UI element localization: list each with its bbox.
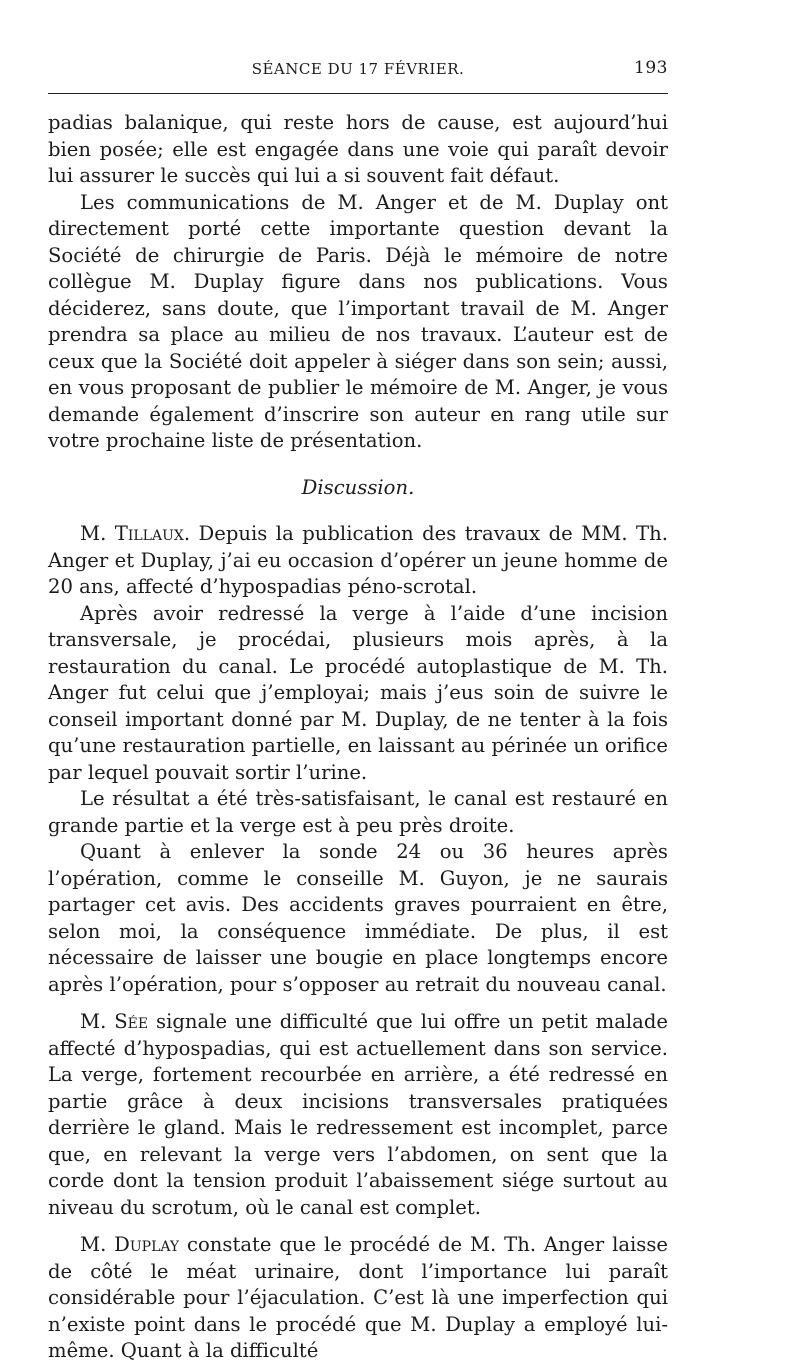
header-rule — [48, 93, 668, 94]
paragraph: Le résultat a été très-satisfaisant, le canal est restauré en grande partie et la verge est à peu près droite. — [48, 787, 668, 837]
page-body — [48, 110, 668, 1365]
running-title: SÉANCE DU 17 FÉVRIER. — [251, 60, 465, 78]
paragraph-continued: padias balanique, qui reste hors de cause, est aujourd’hui bien posée; elle est engagée dans une voie qui paraît devoir lui assurer le succès qui lui a si souvent fait défaut. — [48, 111, 668, 187]
paragraph: Les communications de M. Anger et de M. Duplay ont directement porté cette importante question devant la Société de chirurgie de Paris. Déjà le mémoire de notre collègue M. Duplay figure dans nos publications. Vous déciderez, sans doute, que l’important travail de M. Anger prendra sa place au milieu de nos travaux. L’auteur est de ceux que la Société doit appeler à siéger dans son sein; aussi, en vous proposant de publier le mémoire de M. Anger, je vous demande également d’inscrire son auteur en rang utile sur votre prochaine liste de présentation. — [48, 190, 668, 452]
paragraph-see — [48, 1009, 668, 1221]
speaker-name: M. Duplay — [80, 1233, 180, 1256]
speaker-text: constate que le procédé de M. Th. Anger laisse de côté le méat urinaire, dont l’importance lui paraît considérable pour l’éjaculation. C’est là une imperfection qui n’existe point dans le procédé que M. Duplay a employé lui-même. Quant à la difficulté — [48, 1233, 668, 1362]
page-number: 193 — [634, 58, 668, 78]
speaker-name: M. Sée — [80, 1010, 149, 1033]
speaker-text: Depuis la publication des travaux de MM. Th. Anger et Duplay, j’ai eu occasion d’opérer un jeune homme de 20 ans, affecté d’hypospadias péno-scrotal. — [48, 522, 668, 598]
paragraph-duplay — [48, 1232, 668, 1365]
paragraph: Quant à enlever la sonde 24 ou 36 heures après l’opération, comme le conseille M. Guyon, je ne saurais partager cet avis. Des accidents graves pourraient en être, selon moi, la conséquence immédiate. De plus, il est nécessaire de laisser une bougie en place longtemps encore après l’opération, pour s’opposer au retrait du nouveau canal. — [48, 840, 668, 996]
page-header — [48, 58, 668, 82]
speaker-name: M. Tillaux. — [80, 522, 191, 545]
speaker-text: signale une difficulté que lui offre un petit malade affecté d’hypospadias, qui est actuellement dans son service. La verge, fortement recourbée en arrière, a été redressé en partie grâce à deux incisions transversales pratiquées derrière le gland. Mais le redressement est incomplet, parce que, en relevant la verge vers l’abdomen, on sent que la corde dont la tension produit l’abaissement siége surtout au niveau du scrotum, où le canal est complet. — [48, 1010, 668, 1219]
paragraph: Après avoir redressé la verge à l’aide d’une incision transversale, je procédai, plusieurs mois après, à la restauration du canal. Le procédé autoplastique de M. Th. Anger fut celui que j’employai; mais j’eus soin de suivre le conseil important donné par M. Duplay, de ne tenter à la fois qu’une restauration partielle, en laissant au périnée un orifice par lequel pouvait sortir l’urine. — [48, 601, 668, 784]
section-heading: Discussion. — [301, 475, 415, 499]
paragraph-tillaux — [48, 521, 668, 601]
